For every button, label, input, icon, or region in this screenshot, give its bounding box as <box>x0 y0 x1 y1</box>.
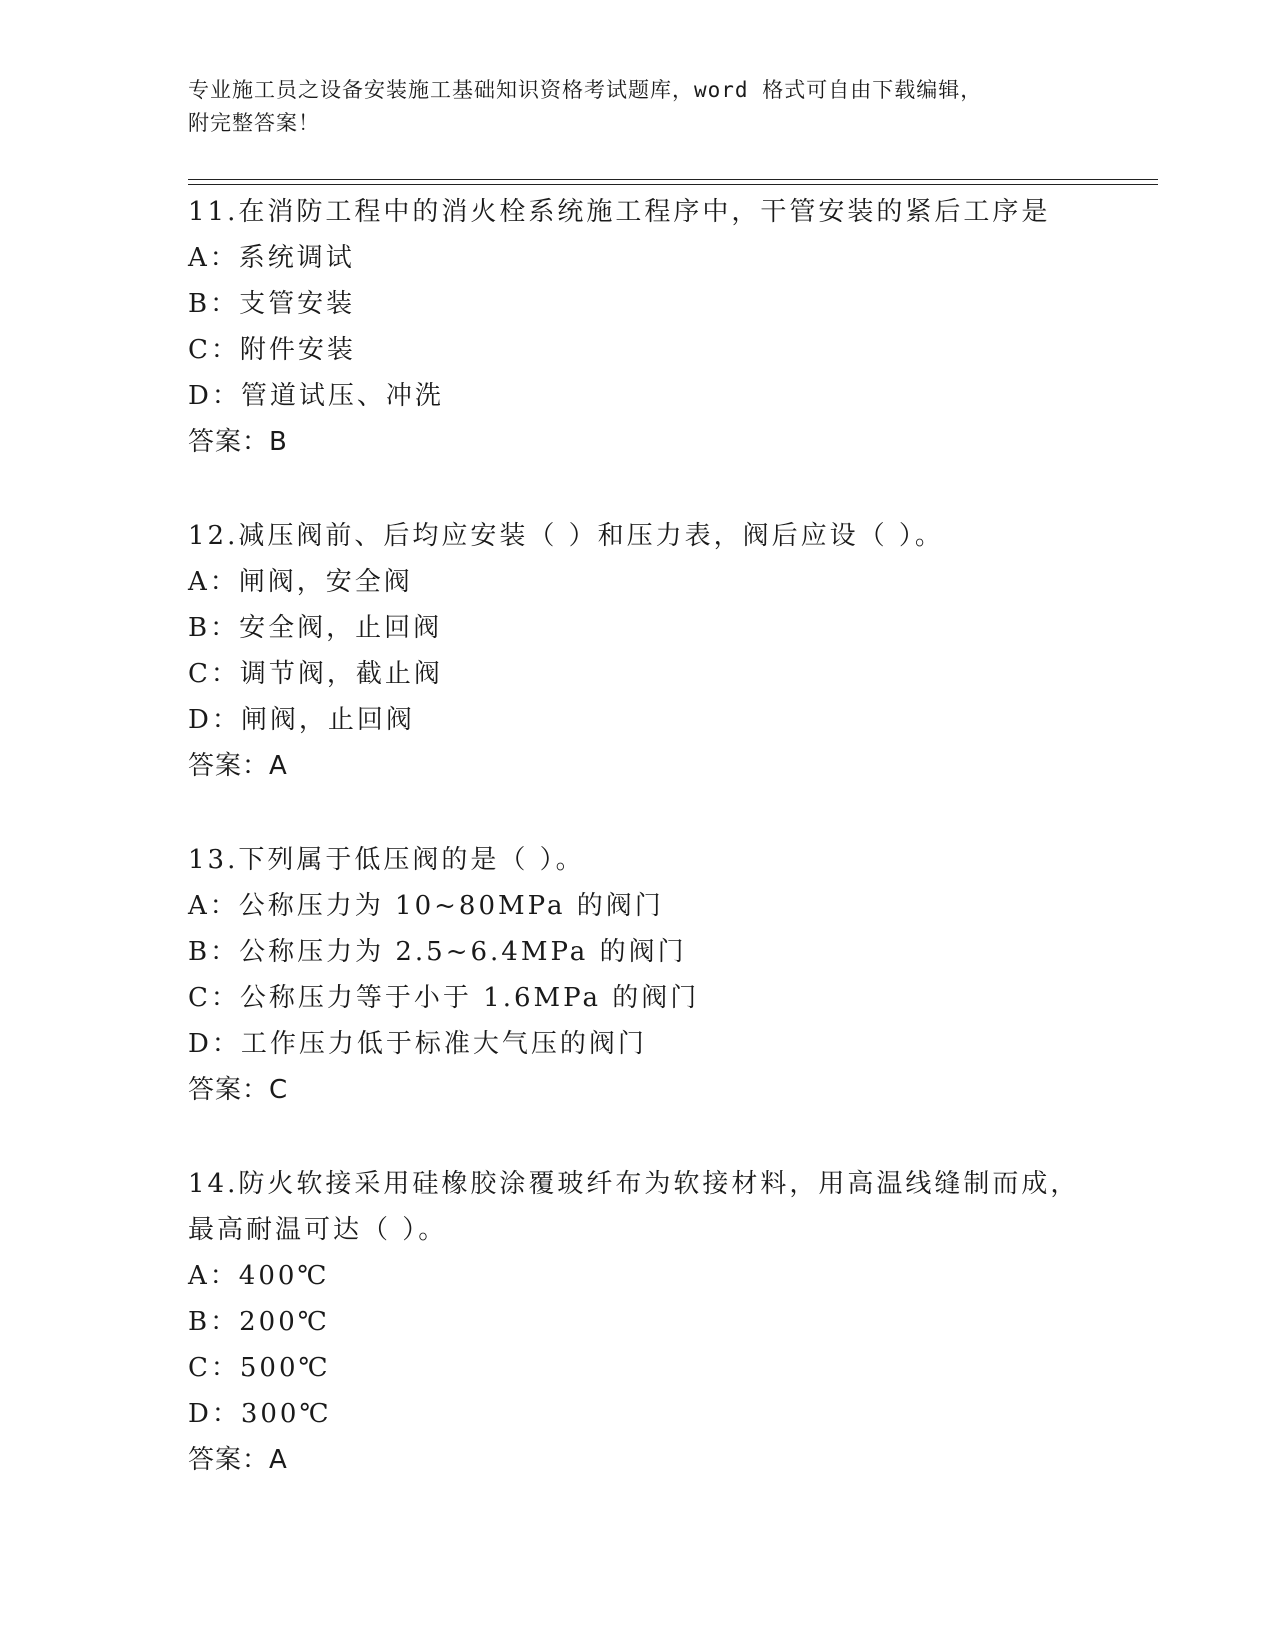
option-c: C：500℃ <box>188 1353 331 1383</box>
answer-label: 答案：A <box>188 751 288 781</box>
option-d: D：300℃ <box>188 1399 332 1429</box>
answer-label: 答案：B <box>188 427 288 457</box>
option-a: A：公称压力为 10~80MPa 的阀门 <box>188 891 664 921</box>
option-a: A：闸阀，安全阀 <box>188 567 413 597</box>
option-b: B：200℃ <box>188 1307 330 1337</box>
question-stem: 12.减压阀前、后均应安装（ ）和压力表，阀后应设（ ）。 <box>188 521 944 551</box>
question-12 <box>188 513 1088 789</box>
option-b: B：支管安装 <box>188 289 356 319</box>
question-11 <box>188 189 1088 465</box>
option-b: B：安全阀，止回阀 <box>188 613 443 643</box>
option-b: B：公称压力为 2.5~6.4MPa 的阀门 <box>188 937 687 967</box>
document-header <box>188 74 1088 140</box>
question-13 <box>188 837 1088 1113</box>
header-divider-bottom <box>188 184 1158 185</box>
option-c: C：调节阀，截止阀 <box>188 659 443 689</box>
question-list <box>188 189 1088 1531</box>
option-d: D：管道试压、冲洗 <box>188 381 444 411</box>
header-divider-top <box>188 179 1158 180</box>
question-stem: 14.防火软接采用硅橡胶涂覆玻纤布为软接材料，用高温线缝制而成， <box>188 1169 1080 1199</box>
answer-label: 答案：A <box>188 1445 288 1475</box>
question-14 <box>188 1161 1088 1483</box>
header-line-1: 专业施工员之设备安装施工基础知识资格考试题库，word 格式可自由下载编辑， <box>188 78 983 102</box>
question-stem: 13.下列属于低压阀的是（ ）。 <box>188 845 585 875</box>
option-d: D：工作压力低于标准大气压的阀门 <box>188 1029 647 1059</box>
answer-label: 答案：C <box>188 1075 289 1105</box>
option-a: A：400℃ <box>188 1261 330 1291</box>
option-c: C：附件安装 <box>188 335 356 365</box>
option-a: A：系统调试 <box>188 243 355 273</box>
header-line-2: 附完整答案！ <box>188 111 320 135</box>
question-stem-continued: 最高耐温可达（ ）。 <box>188 1215 448 1245</box>
option-c: C：公称压力等于小于 1.6MPa 的阀门 <box>188 983 700 1013</box>
question-stem: 11.在消防工程中的消火栓系统施工程序中，干管安装的紧后工序是 <box>188 197 1051 227</box>
option-d: D：闸阀，止回阀 <box>188 705 415 735</box>
